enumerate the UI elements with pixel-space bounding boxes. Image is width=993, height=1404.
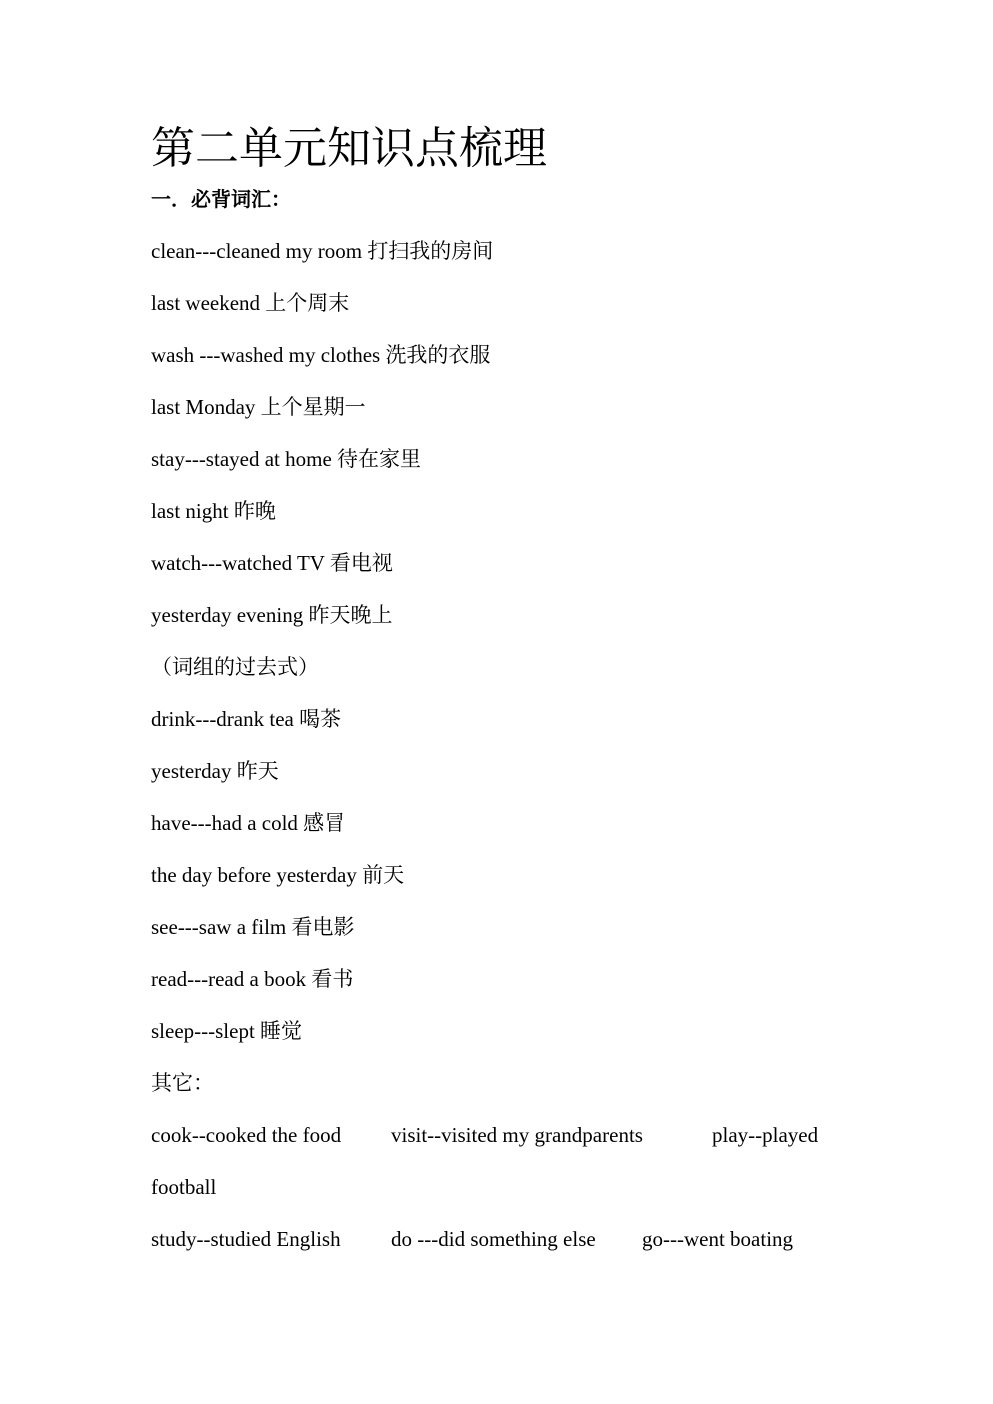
vocab-cn: 昨晚	[233, 499, 276, 523]
vocab-cn: 前天	[362, 863, 405, 887]
others-row	[151, 1224, 851, 1254]
vocab-line	[151, 392, 366, 422]
page-title: 第二单元知识点梳理	[151, 123, 547, 174]
vocab-line	[151, 236, 493, 266]
vocab-line	[151, 912, 355, 942]
others-item: cook--cooked the food	[151, 1123, 342, 1147]
vocab-line	[151, 756, 279, 786]
vocab-en: yesterday	[151, 759, 237, 783]
vocab-cn: 喝茶	[299, 707, 342, 731]
vocab-cn: 昨天	[236, 759, 279, 783]
vocab-cn: 看书	[311, 967, 354, 991]
vocab-cn: 昨天晚上	[308, 603, 393, 627]
vocab-line	[151, 704, 341, 734]
others-wrap-line: football	[151, 1175, 217, 1199]
vocab-en: stay---stayed at home	[151, 447, 338, 471]
vocab-line	[151, 808, 345, 838]
vocab-cn: 感冒	[303, 811, 346, 835]
vocab-en: wash ---washed my clothes	[151, 343, 386, 367]
vocab-line	[151, 548, 393, 578]
vocab-cn: 睡觉	[260, 1019, 303, 1043]
vocab-line	[151, 860, 404, 890]
vocab-line	[151, 444, 421, 474]
others-item: visit--visited my grandparents	[391, 1123, 643, 1147]
vocab-line	[151, 288, 349, 318]
vocab-line	[151, 1016, 302, 1046]
vocab-en: drink---drank tea	[151, 707, 300, 731]
vocab-en: have---had a cold	[151, 811, 304, 835]
vocab-en: last weekend	[151, 291, 266, 315]
vocab-en: last Monday	[151, 395, 261, 419]
others-item: play--played	[712, 1123, 819, 1147]
others-item: study--studied English	[151, 1227, 341, 1251]
vocab-cn: （词组的过去式）	[151, 655, 319, 679]
vocab-en: the day before yesterday	[151, 863, 363, 887]
vocab-line	[151, 496, 276, 526]
others-item: go---went boating	[642, 1227, 794, 1251]
vocab-cn: 待在家里	[337, 447, 422, 471]
others-row	[151, 1120, 851, 1150]
vocab-cn: 洗我的衣服	[385, 343, 491, 367]
vocab-line	[151, 964, 353, 994]
vocab-en: read---read a book	[151, 967, 312, 991]
vocab-en: watch---watched TV	[151, 551, 330, 575]
vocab-line	[151, 340, 490, 370]
vocab-en: last night	[151, 499, 234, 523]
vocab-cn: 看电视	[329, 551, 393, 575]
vocab-en: sleep---slept	[151, 1019, 261, 1043]
vocab-line	[151, 600, 392, 630]
vocab-cn: 看电影	[291, 915, 355, 939]
others-item: do ---did something else	[391, 1227, 596, 1251]
vocab-cn: 上个周末	[265, 291, 350, 315]
others-label: 其它：	[151, 1071, 214, 1095]
vocab-cn: 打扫我的房间	[367, 239, 494, 263]
vocab-note	[151, 652, 319, 682]
vocab-en: see---saw a film	[151, 915, 292, 939]
section-heading: 一．必背词汇：	[151, 187, 291, 211]
vocab-cn: 上个星期一	[260, 395, 366, 419]
vocab-en: clean---cleaned my room	[151, 239, 368, 263]
vocab-en: yesterday evening	[151, 603, 309, 627]
